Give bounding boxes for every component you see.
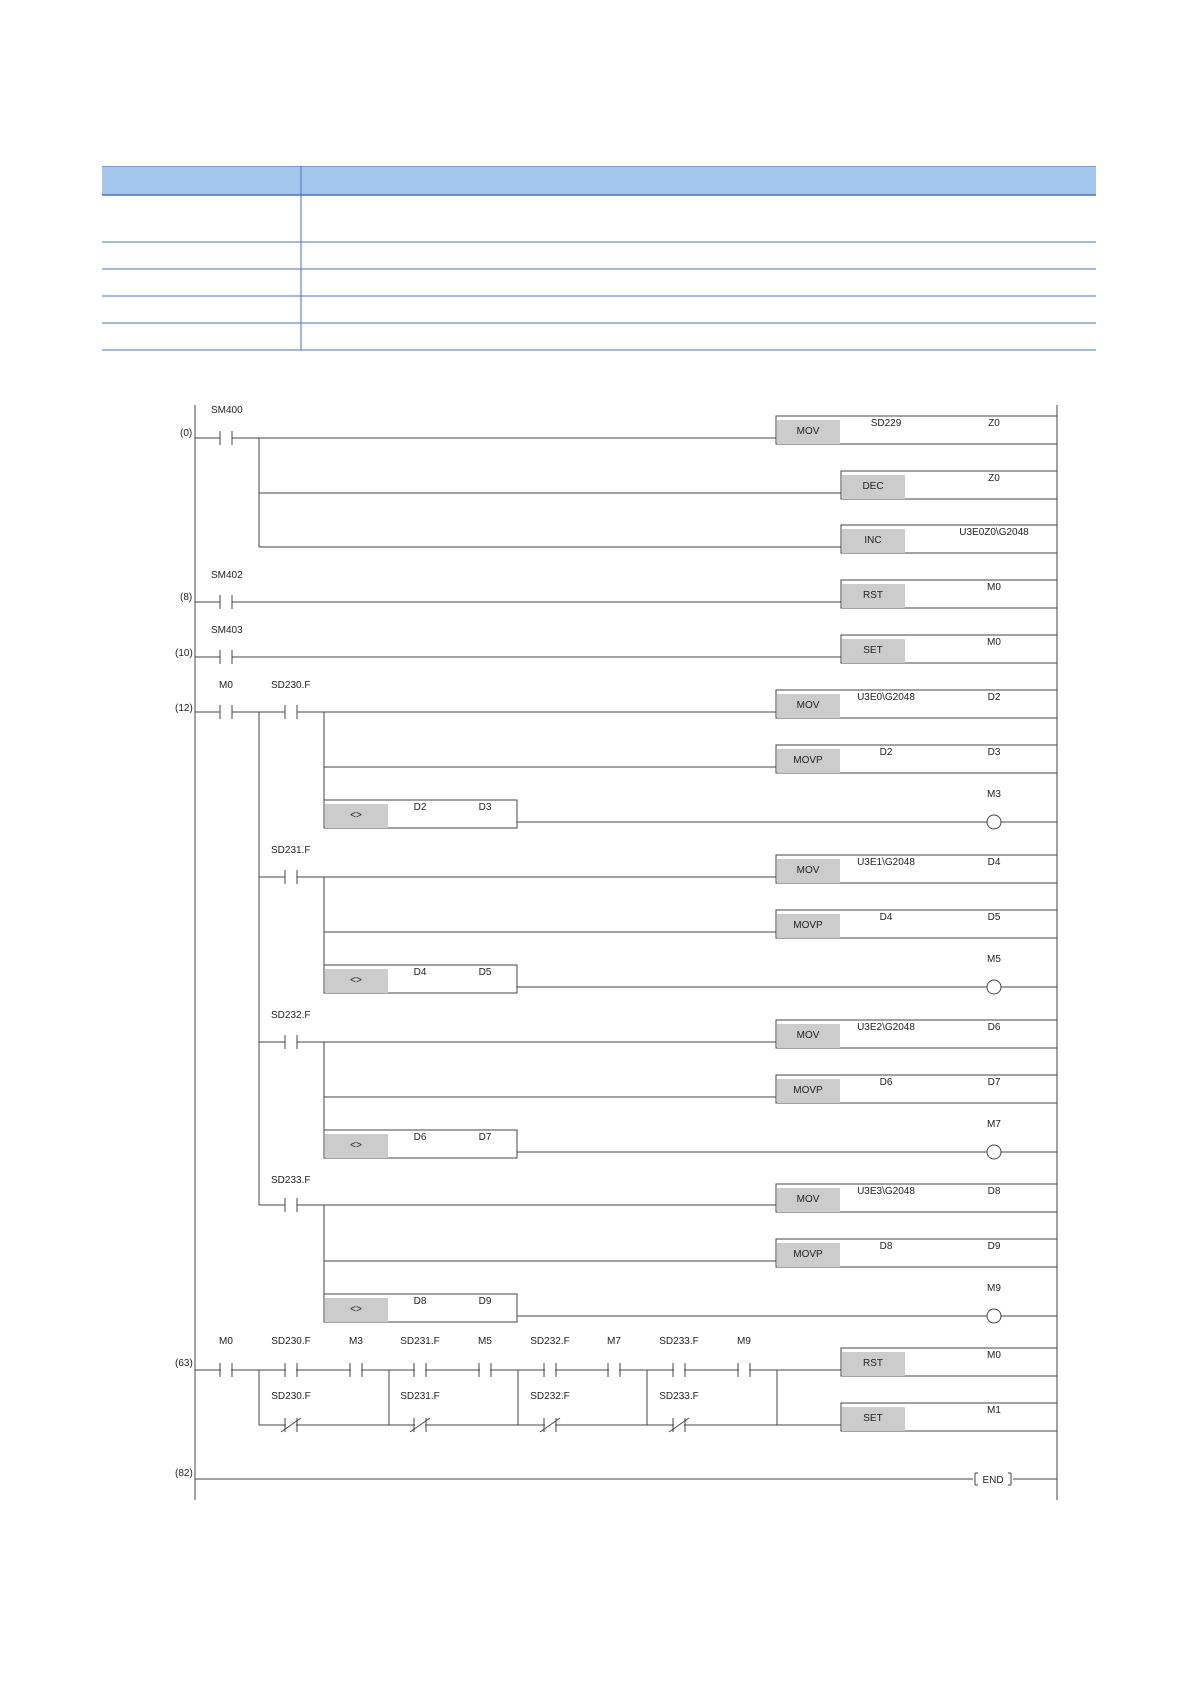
contact-label: SD232.F (530, 1391, 570, 1402)
operand: U3E1\G2048 (857, 857, 915, 868)
rung-0 (180, 405, 1057, 553)
rung-82 (175, 1468, 1057, 1486)
no-contact-icon (195, 595, 232, 609)
step-number: (10) (175, 648, 193, 659)
step-number: (8) (180, 592, 193, 603)
contact-label: SD232.F (271, 1010, 311, 1021)
instruction-op: DEC (862, 481, 884, 492)
instruction-op: RST (863, 1358, 883, 1369)
contact-label: SM402 (211, 570, 243, 581)
instruction-op: MOVP (793, 1085, 823, 1096)
contact-label: SD230.F (271, 1391, 311, 1402)
rung-8 (180, 570, 1057, 609)
step-number: (12) (175, 703, 193, 714)
coil-label: M9 (987, 1283, 1001, 1294)
coil-label: M3 (987, 789, 1001, 800)
coil-icon (987, 1309, 1001, 1323)
operand: D9 (478, 1296, 492, 1307)
end-instruction (975, 1473, 1011, 1486)
operand: M0 (987, 582, 1001, 593)
operand: D7 (987, 1077, 1001, 1088)
no-contact-icon (195, 705, 232, 719)
instruction-box (776, 1020, 1057, 1048)
coil-icon (987, 980, 1001, 994)
channel-group-1 (259, 845, 1057, 994)
instruction-op: MOVP (793, 755, 823, 766)
compare-box (324, 1294, 517, 1322)
end-label: END (982, 1475, 1004, 1486)
operand: M0 (987, 637, 1001, 648)
instruction-box (776, 910, 1057, 938)
operand: U3E0Z0\G2048 (959, 527, 1029, 538)
operand: D6 (413, 1132, 427, 1143)
contact-label: M3 (349, 1336, 363, 1347)
operand: M0 (987, 1350, 1001, 1361)
instruction-box (776, 1075, 1057, 1103)
contact-label: SD231.F (400, 1336, 440, 1347)
instruction-op: <> (350, 975, 362, 986)
contact-label: SD230.F (271, 1336, 311, 1347)
instruction-box (776, 855, 1057, 883)
instruction-box (776, 416, 1057, 444)
step-number: (0) (180, 428, 193, 439)
instruction-box (841, 525, 1057, 553)
instruction-op: RST (863, 590, 883, 601)
no-contact-icon (259, 1035, 297, 1049)
no-contact-icon (195, 431, 232, 445)
coil-label: M7 (987, 1119, 1001, 1130)
operand: D8 (879, 1241, 893, 1252)
instruction-op: <> (350, 810, 362, 821)
contact-label: SM400 (211, 405, 243, 416)
operand: D4 (879, 912, 893, 923)
contact-label: SD233.F (271, 1175, 311, 1186)
no-contact-icon (259, 1198, 297, 1212)
contact-label: SD233.F (659, 1391, 699, 1402)
instruction-box (841, 1348, 1057, 1376)
operand: U3E2\G2048 (857, 1022, 915, 1033)
instruction-op: SET (863, 645, 883, 656)
compare-box (324, 1130, 517, 1158)
contact-label: SM403 (211, 625, 243, 636)
instruction-op: SET (863, 1413, 883, 1424)
no-contact-icon (259, 705, 297, 719)
contact-label: M9 (737, 1336, 751, 1347)
instruction-op: MOV (796, 700, 820, 711)
contact-label: SD231.F (271, 845, 311, 856)
instruction-box (841, 1403, 1057, 1431)
contact-label: SD233.F (659, 1336, 699, 1347)
rung-12 (175, 680, 1057, 1323)
operand: D8 (413, 1296, 427, 1307)
operand: D6 (987, 1022, 1001, 1033)
operand: D4 (987, 857, 1001, 868)
instruction-op: <> (350, 1304, 362, 1315)
instruction-box (841, 471, 1057, 499)
channel-group-2 (259, 1010, 1057, 1159)
instruction-op: MOVP (793, 1249, 823, 1260)
instruction-op: <> (350, 1140, 362, 1151)
operand: Z0 (988, 418, 1000, 429)
instruction-op: MOVP (793, 920, 823, 931)
contact-label: M7 (607, 1336, 621, 1347)
instruction-op: MOV (796, 426, 820, 437)
compare-box (324, 800, 517, 828)
operand: D7 (478, 1132, 492, 1143)
instruction-op: MOV (796, 865, 820, 876)
operand: M1 (987, 1405, 1001, 1416)
rung-63 (175, 1336, 1057, 1432)
no-contact-icon (259, 870, 297, 884)
contact-label: M0 (219, 680, 233, 691)
contact-label: SD231.F (400, 1391, 440, 1402)
operand: Z0 (988, 473, 1000, 484)
operand: D3 (478, 802, 492, 813)
operand: D9 (987, 1241, 1001, 1252)
instruction-op: MOV (796, 1194, 820, 1205)
instruction-box (841, 635, 1057, 663)
operand: D2 (879, 747, 893, 758)
coil-label: M5 (987, 954, 1001, 965)
operand: U3E0\G2048 (857, 692, 915, 703)
contact-label: SD232.F (530, 1336, 570, 1347)
instruction-box (776, 745, 1057, 773)
no-contact-icon (195, 650, 232, 664)
operand: SD229 (870, 418, 902, 429)
operand: D2 (413, 802, 427, 813)
step-number: (82) (175, 1468, 193, 1479)
contact-label: SD230.F (271, 680, 311, 691)
compare-box (324, 965, 517, 993)
operand: D5 (987, 912, 1001, 923)
coil-icon (987, 1145, 1001, 1159)
operand: D8 (987, 1186, 1001, 1197)
operand: D2 (987, 692, 1001, 703)
channel-group-0 (259, 680, 1057, 829)
instruction-box (776, 1184, 1057, 1212)
operand: D4 (413, 967, 427, 978)
instruction-box (841, 580, 1057, 608)
channel-group-3 (259, 1175, 1057, 1323)
operand: D6 (879, 1077, 893, 1088)
instruction-op: MOV (796, 1030, 820, 1041)
operand: U3E3\G2048 (857, 1186, 915, 1197)
operand: D5 (478, 967, 492, 978)
contact-label: M5 (478, 1336, 492, 1347)
rung-10 (175, 625, 1057, 664)
instruction-op: INC (864, 535, 882, 546)
coil-icon (987, 815, 1001, 829)
step-number: (63) (175, 1358, 193, 1369)
operand: D3 (987, 747, 1001, 758)
instruction-box (776, 1239, 1057, 1267)
contact-label: M0 (219, 1336, 233, 1347)
instruction-box (776, 690, 1057, 718)
